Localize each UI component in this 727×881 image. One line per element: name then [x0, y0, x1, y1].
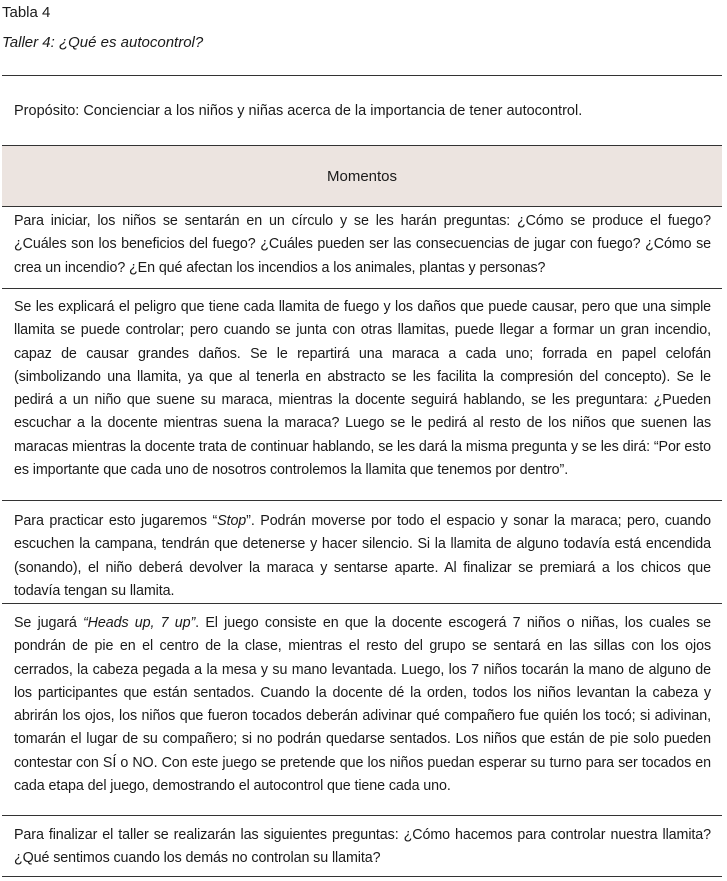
moment-row-5: [14, 824, 711, 871]
moment-row-5-text: Para finalizar el taller se realizarán las siguientes preguntas: ¿Cómo hacemos para controlar nuestra llamita? ¿Qué sentimos cuando los demás no controlan su llamita?: [14, 827, 711, 867]
table-title: Taller 4: ¿Qué es autocontrol?: [2, 34, 204, 51]
moment-row-1: [14, 210, 711, 280]
moment-row-3-text-end: ”. Podrán moverse por todo el espacio y sonar la maraca; pero, cuando escuchen la campana, tendrán que detenerse y hacer silencio. Si la llamita de alguno todavía está encendida (sonando), el niño deberá devolver la maraca y sentarse aparte. Al finalizar se premiará a los chicos que todavía tengan su llamita.: [14, 513, 711, 599]
game-name-stop: Stop: [217, 513, 247, 529]
moment-row-3: [14, 510, 711, 603]
top-rule: [2, 75, 722, 76]
row-divider-2: [2, 500, 722, 501]
moment-row-3-text-start: Para practicar esto jugaremos “: [14, 513, 218, 529]
table-label: Tabla 4: [2, 4, 51, 21]
moment-row-4-text: [14, 612, 711, 798]
moment-row-3-text: [14, 510, 711, 603]
moments-header-label: Momentos: [326, 168, 398, 185]
bottom-rule: [2, 876, 722, 877]
game-name-heads-up: “Heads up, 7 up”: [83, 615, 196, 631]
purpose-row: Propósito: Concienciar a los niños y niñas acerca de la importancia de tener autocontrol.: [14, 103, 583, 119]
row-divider-1: [2, 288, 722, 289]
row-divider-3: [2, 603, 722, 604]
moment-row-4: [14, 612, 711, 798]
moment-row-2: [14, 296, 711, 482]
moments-header: [2, 145, 722, 207]
moment-row-2-text: Se les explicará el peligro que tiene cada llamita de fuego y los daños que puede causar, pero que una simple llamita se puede controlar; pero cuando se junta con otras llamitas, puede llegar a formar un gran incendio, capaz de causar grandes daños. Se le repartirá una maraca a cada uno; forrada en papel celofán (simbolizando una llamita, ya que al tenerla en abstracto se les facilita la compresión del concepto). Se le pedirá a un niño que suene su maraca, mientras la docente seguirá hablando, se les preguntara: ¿Pueden escuchar a la docente mientras suena la maraca? Luego se le pedirá al resto de los niños que suenen las maracas mientras la docente trata de continuar hablando, se les dará la misma pregunta y se les dirá: “Por esto es importante que cada uno de nosotros controlemos la llamita que tenemos por dentro”.: [14, 299, 711, 479]
row-divider-4: [2, 815, 722, 816]
moment-row-4-text-start: Se jugará: [14, 615, 84, 631]
moment-row-1-text: Para iniciar, los niños se sentarán en un círculo y se les harán preguntas: ¿Cómo se produce el fuego? ¿Cuáles son los beneficios del fuego? ¿Cuáles pueden ser las consecuencias de jugar con fuego? ¿Cómo se crea un incendio? ¿En qué afectan los incendios a los animales, plantas y personas?: [14, 213, 711, 276]
moment-row-4-text-end: . El juego consiste en que la docente escogerá 7 niños o niñas, los cuales se pondrán de pie en el centro de la clase, mientras el resto del grupo se sentará en las sillas con los ojos cerrados, la cabeza pegada a la mesa y su mano levantada. Luego, los 7 niños tocarán la mano de alguno de los participantes que están sentados. Cuando la docente dé la orden, todos los niños levantan la cabeza y abrirán los ojos, los niños que fueron tocados deberán adivinar qué compañero fue quién los tocó; si adivinan, tomarán el lugar de su compañero; si no podrán quedarse sentados. Los niños que están de pie solo pueden contestar con SÍ o NO. Con este juego se pretende que los niños puedan esperar su turno para ser tocados en cada etapa del juego, demostrando el autocontrol que tiene cada uno.: [14, 615, 711, 795]
